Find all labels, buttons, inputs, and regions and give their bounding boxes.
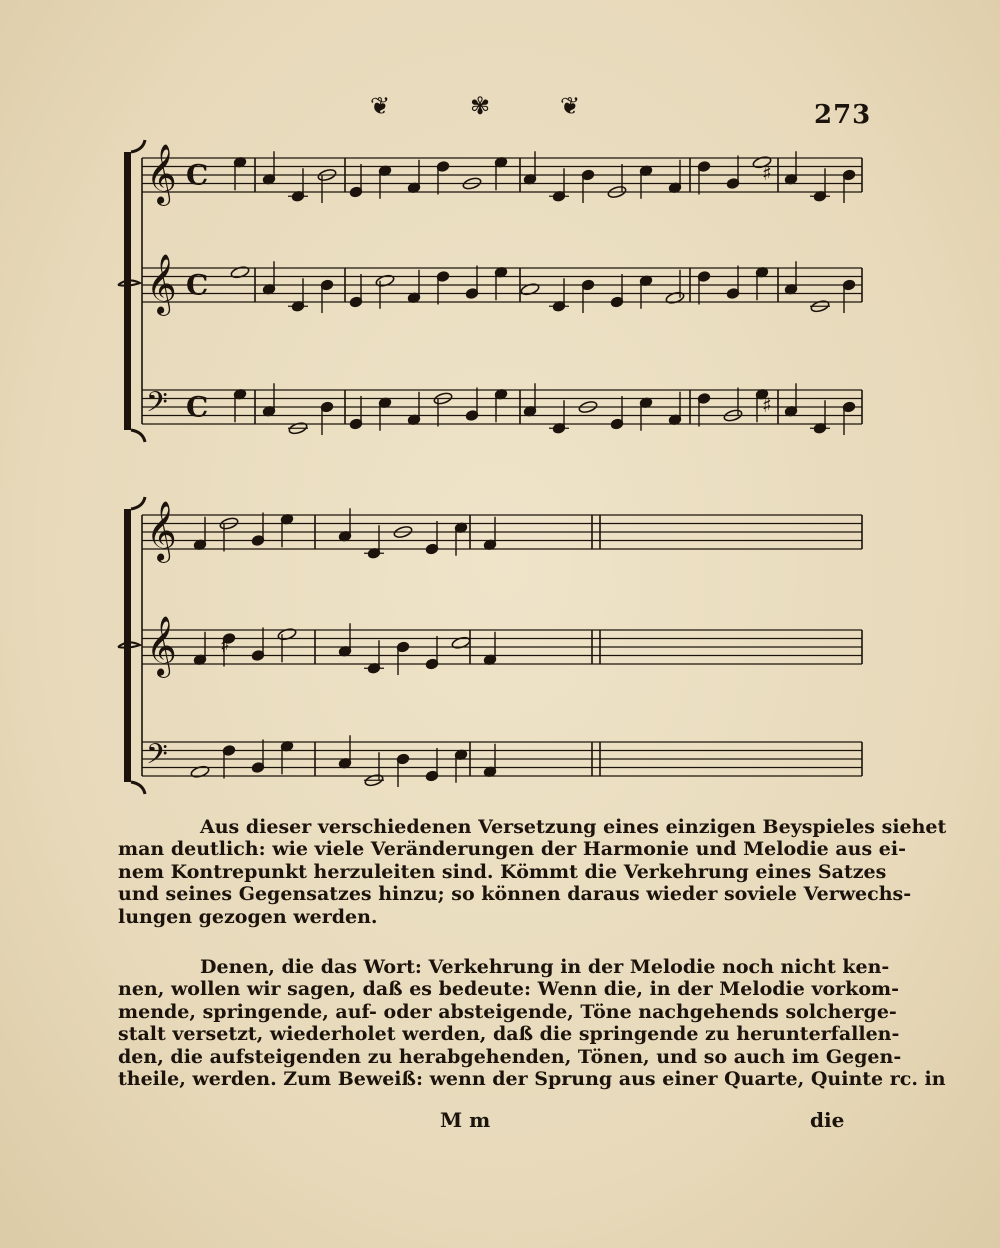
bracket-hook	[131, 782, 145, 794]
notehead	[665, 291, 685, 305]
text-line: Aus dieser verschiedenen Versetzung eines einzigen Beyspieles siehet	[200, 816, 947, 838]
notehead	[520, 282, 540, 296]
sharp-icon: ♯	[762, 161, 772, 186]
paragraph-1	[118, 816, 947, 928]
system-bracket	[124, 509, 131, 782]
ornament-icon: ❦	[560, 92, 581, 120]
text-line: stalt versetzt, wiederholet werden, daß die springende zu herunterfallen-	[118, 1023, 900, 1046]
text-line: nen, wollen wir sagen, daß es bedeute: Wenn die, in der Melodie vorkom-	[118, 978, 900, 1001]
bracket-hook	[131, 140, 145, 152]
treble-clef-icon: 𝄞	[146, 616, 177, 677]
notehead	[230, 265, 250, 279]
time-signature: C	[186, 268, 209, 302]
notehead	[375, 274, 395, 288]
treble-clef-icon: 𝄞	[146, 144, 177, 205]
ornament-icon: ✾	[470, 92, 491, 120]
text-line: mende, springende, auf- oder absteigende, Töne nachgehends solcherge-	[118, 1000, 897, 1023]
text-line: und seines Gegensatzes hinzu; so können daraus wieder soviele Verwechs-	[118, 883, 912, 906]
treble-clef-icon: 𝄞	[146, 501, 177, 562]
catchword: die	[810, 1108, 845, 1132]
bass-clef-icon: 𝄢	[146, 386, 168, 427]
ornament-icon: ❦	[370, 92, 391, 120]
text-line: Denen, die das Wort: Verkehrung in der Melodie noch nicht ken-	[200, 956, 890, 978]
bracket-hook	[131, 497, 145, 509]
text-line: lungen gezogen werden.	[118, 905, 378, 928]
bass-clef-icon: 𝄢	[146, 738, 168, 779]
notehead	[277, 627, 297, 641]
paragraph-2	[118, 956, 946, 1091]
notehead	[190, 765, 210, 779]
page-number: 273	[814, 100, 872, 130]
text-line: man deutlich: wie viele Veränderungen der Harmonie und Melodie aus ei-	[118, 838, 906, 861]
sharp-icon: ♯	[220, 633, 230, 658]
text-line: den, die aufsteigenden zu herabgehenden, Tönen, und so auch im Gegen-	[118, 1045, 902, 1068]
treble-clef-icon: 𝄞	[146, 254, 177, 315]
time-signature: C	[186, 390, 209, 424]
time-signature: C	[186, 158, 209, 192]
text-line: nem Kontrepunkt herzuleiten sind. Kömmt die Verkehrung eines Satzes	[118, 860, 887, 883]
sharp-icon: ♯	[762, 393, 772, 418]
bracket-hook	[131, 430, 145, 442]
text-line: theile, werden. Zum Beweiß: wenn der Sprung aus einer Quarte, Quinte rc. in	[118, 1068, 946, 1091]
signature-mark: M m	[440, 1108, 491, 1132]
system-bracket	[124, 152, 131, 430]
notehead	[451, 636, 471, 650]
